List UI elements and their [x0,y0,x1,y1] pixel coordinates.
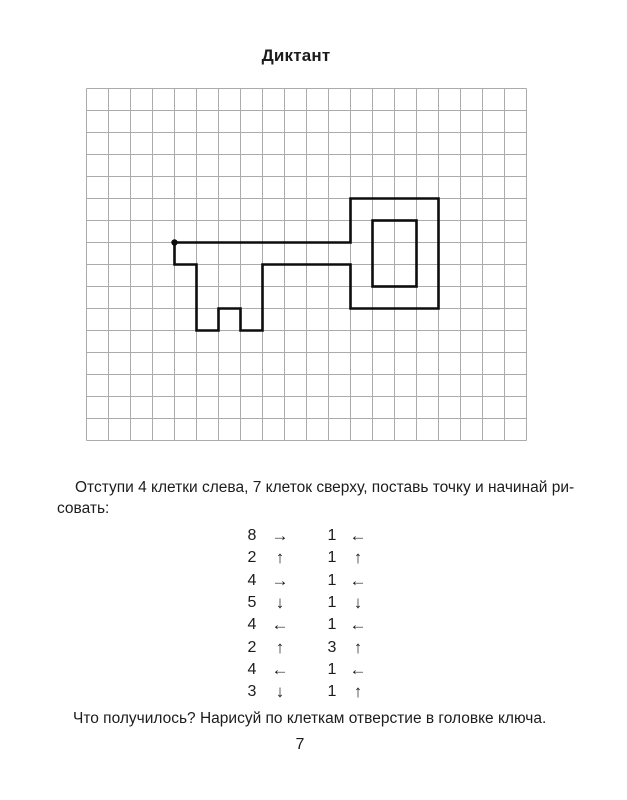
move-row [243,614,371,636]
move-count: 3 [327,638,337,656]
instruction-line-1: Отступи 4 клетки слева, 7 клеток сверху, поставь точку и начинай ри- [75,479,575,496]
move-row [243,636,371,658]
move-row [243,659,371,681]
move-row [243,592,371,614]
move-arrow-icon: → [271,526,289,546]
dictation-grid [86,88,527,441]
move-count: 1 [327,527,337,545]
page-number: 7 [295,736,305,753]
move-arrow-icon: ↓ [275,593,285,613]
move-count: 1 [327,549,337,567]
moves-list [243,525,371,703]
move-row [243,681,371,703]
move-arrow-icon: → [271,570,289,590]
move-arrow-icon: ↓ [353,593,363,613]
move-count: 4 [247,660,257,678]
move-arrow-icon: ↑ [275,637,285,657]
move-row [243,570,371,592]
move-count: 5 [247,594,257,612]
page-title: Диктант [261,46,331,65]
move-arrow-icon: ↓ [275,682,285,702]
move-arrow-icon: ↑ [275,548,285,568]
move-count: 1 [327,660,337,678]
move-count: 1 [327,594,337,612]
move-arrow-icon: ← [349,659,367,679]
instruction-text [57,477,577,519]
question-text: Что получилось? Нарисуй по клеткам отверстие в головке ключа. [73,710,547,727]
move-arrow-icon: ↑ [353,548,363,568]
move-count: 8 [247,527,257,545]
move-count: 2 [247,549,257,567]
move-row [243,525,371,547]
instruction-line-2: совать: [57,500,110,517]
dictation-grid-area [86,88,527,446]
move-count: 4 [247,571,257,589]
move-count: 3 [247,683,257,701]
move-count: 1 [327,616,337,634]
move-arrow-icon: ← [271,615,289,635]
start-dot [171,239,177,245]
move-arrow-icon: ← [349,615,367,635]
move-arrow-icon: ↑ [353,637,363,657]
move-count: 1 [327,683,337,701]
move-count: 2 [247,638,257,656]
move-arrow-icon: ← [349,526,367,546]
move-arrow-icon: ← [271,659,289,679]
move-arrow-icon: ↑ [353,682,363,702]
move-count: 1 [327,571,337,589]
move-row [243,547,371,569]
move-count: 4 [247,616,257,634]
move-arrow-icon: ← [349,570,367,590]
